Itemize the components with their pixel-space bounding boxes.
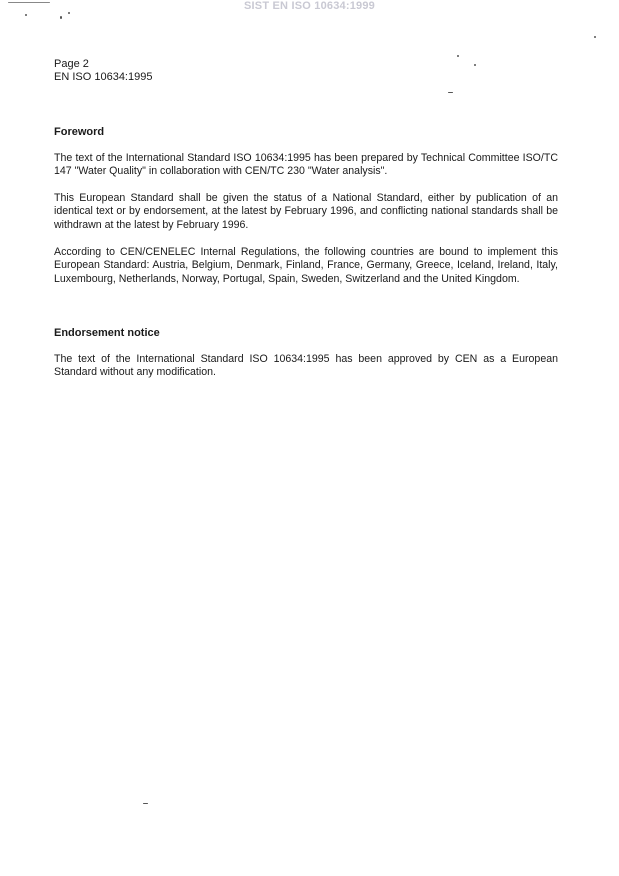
scan-speck bbox=[474, 64, 476, 66]
foreword-text-1: The text of the International Standard ISO 10634:1995 has been prepared by Technical Committee ISO/TC 147 "Water Quality" in collaboration with CEN/TC 230 "Water analysis". bbox=[54, 152, 558, 178]
foreword-paragraph bbox=[54, 192, 558, 232]
scan-speck bbox=[8, 2, 50, 3]
scan-speck bbox=[457, 55, 459, 57]
foreword-text-2: This European Standard shall be given the status of a National Standard, either by publication of an identical text or by endorsement, at the latest by February 1996, and conflicting national standards shall be withdrawn at the latest by February 1996. bbox=[54, 192, 558, 231]
foreword-paragraph bbox=[54, 246, 558, 286]
foreword-text-3: According to CEN/CENELEC Internal Regulations, the following countries are bound to implement this European Standard: Austria, Belgium, Denmark, Finland, France, Germany, Greece, Iceland, Ireland, Italy, Luxembourg, Netherlands, Norway, Portugal, Spain, Sweden, Switzerland and the United Kingdom. bbox=[54, 246, 558, 285]
foreword-paragraph bbox=[54, 152, 558, 179]
scan-speck bbox=[448, 92, 453, 93]
watermark: SIST EN ISO 10634:1999 bbox=[244, 0, 375, 12]
scan-speck bbox=[60, 16, 62, 19]
foreword-heading: Foreword bbox=[54, 126, 105, 138]
endorsement-text: The text of the International Standard ISO 10634:1995 has been approved by CEN as a European Standard without any modification. bbox=[54, 353, 558, 379]
endorsement-paragraph bbox=[54, 353, 558, 380]
endorsement-section bbox=[54, 327, 558, 340]
endorsement-heading: Endorsement notice bbox=[54, 327, 160, 339]
page-number: Page 2 bbox=[54, 58, 89, 70]
standard-reference: EN ISO 10634:1995 bbox=[54, 71, 153, 83]
scan-speck bbox=[25, 14, 27, 16]
scan-speck bbox=[594, 36, 596, 38]
foreword-section bbox=[54, 126, 558, 139]
scan-speck bbox=[68, 12, 70, 14]
scan-speck bbox=[143, 803, 148, 804]
page-header bbox=[54, 58, 152, 84]
